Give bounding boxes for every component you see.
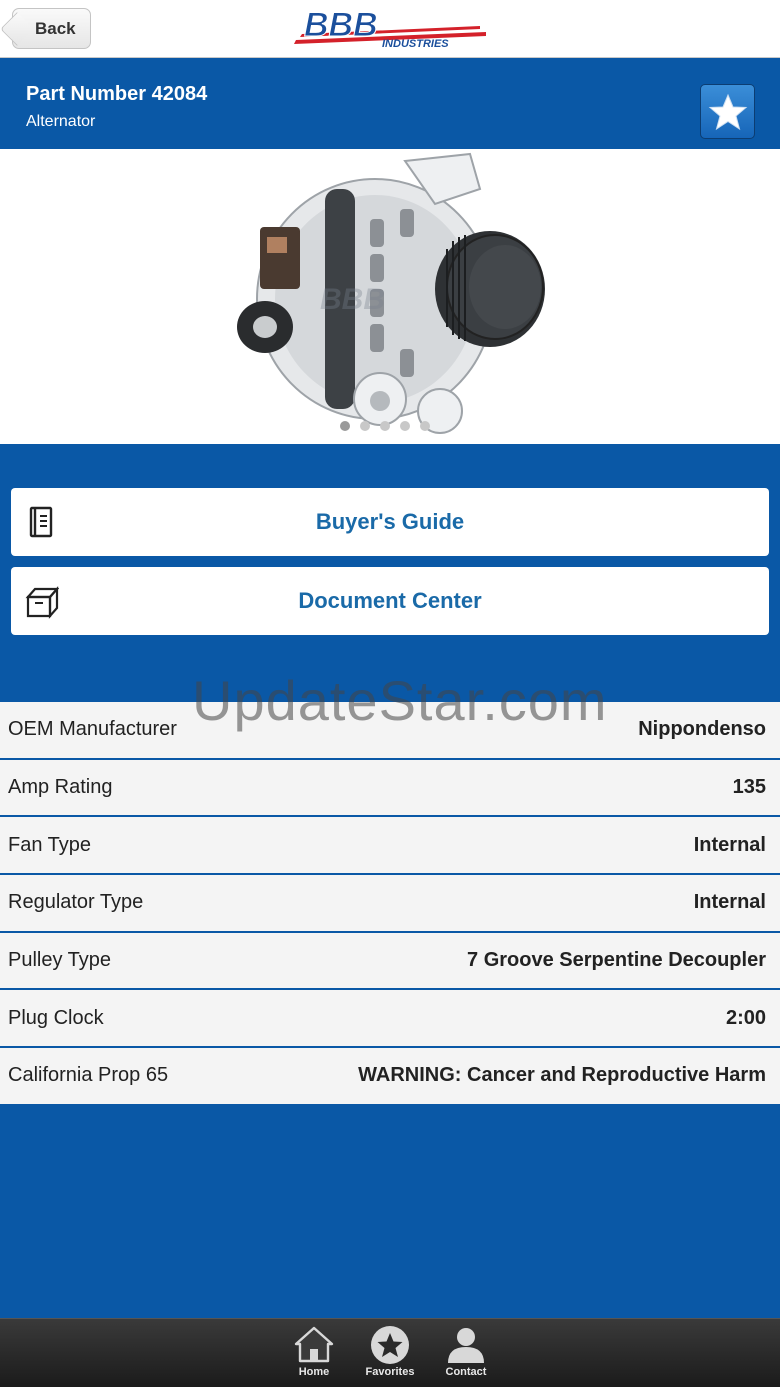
spec-value: Internal: [693, 891, 766, 914]
carousel-dot[interactable]: [340, 421, 350, 431]
spec-value: 135: [732, 776, 766, 799]
tab-favorites-label: Favorites: [365, 1366, 415, 1378]
part-number-title: Part Number 42084: [26, 83, 208, 105]
box-icon: [25, 583, 59, 619]
home-icon: [293, 1325, 335, 1365]
watermark-text: UpdateStar.com: [192, 669, 608, 732]
tab-contact[interactable]: [431, 1325, 501, 1385]
spec-key: Fan Type: [8, 833, 92, 856]
buyers-guide-label: Buyer's Guide: [315, 509, 465, 534]
bbb-industries-logo: [290, 6, 490, 50]
spec-value: WARNING: Cancer and Reproductive Harm: [358, 1064, 766, 1087]
carousel-dot[interactable]: [420, 421, 430, 431]
top-bar: [0, 0, 780, 58]
bottom-tab-bar: [0, 1318, 780, 1387]
spec-key: Regulator Type: [8, 891, 144, 914]
spec-value: Internal: [693, 833, 766, 856]
spec-key: Plug Clock: [8, 1006, 104, 1029]
back-button[interactable]: [12, 8, 91, 49]
carousel-dot[interactable]: [400, 421, 410, 431]
carousel-dot[interactable]: [380, 421, 390, 431]
spec-value: Nippondenso: [638, 718, 766, 741]
star-circle-icon: [369, 1325, 411, 1365]
table-row: [0, 817, 780, 875]
logo-subtext: INDUSTRIES: [382, 38, 449, 50]
favorite-button[interactable]: [700, 84, 755, 139]
document-center-label: Document Center: [298, 588, 482, 613]
person-icon: [445, 1325, 487, 1365]
table-row: [0, 760, 780, 818]
carousel-dot[interactable]: [360, 421, 370, 431]
buyers-guide-button[interactable]: [11, 488, 769, 556]
tab-contact-label: Contact: [445, 1366, 487, 1378]
table-row: [0, 702, 780, 760]
spec-key: Pulley Type: [8, 949, 112, 972]
tab-favorites[interactable]: [355, 1325, 425, 1385]
product-image-carousel[interactable]: [0, 149, 780, 444]
spec-key: Amp Rating: [8, 776, 113, 799]
carousel-dots: [340, 421, 430, 431]
tab-home[interactable]: [279, 1325, 349, 1385]
star-icon: [708, 92, 748, 132]
spec-value: 2:00: [725, 1006, 766, 1029]
svg-text:BBB: BBB: [320, 283, 385, 316]
spec-table: [0, 702, 780, 1106]
logo-text: BBB: [304, 6, 378, 44]
spec-value: 7 Groove Serpentine Decoupler: [467, 949, 766, 972]
table-row: [0, 990, 780, 1048]
table-row: [0, 1048, 780, 1106]
spec-key: OEM Manufacturer: [8, 718, 177, 741]
tab-home-label: Home: [298, 1366, 330, 1378]
spec-key: California Prop 65: [8, 1064, 169, 1087]
book-icon: [25, 504, 59, 540]
table-row: [0, 933, 780, 991]
back-button-label: Back: [35, 18, 76, 38]
part-header: [0, 59, 780, 149]
table-row: [0, 875, 780, 933]
alternator-image: [225, 149, 565, 441]
document-center-button[interactable]: [11, 567, 769, 635]
part-category: Alternator: [26, 113, 96, 130]
